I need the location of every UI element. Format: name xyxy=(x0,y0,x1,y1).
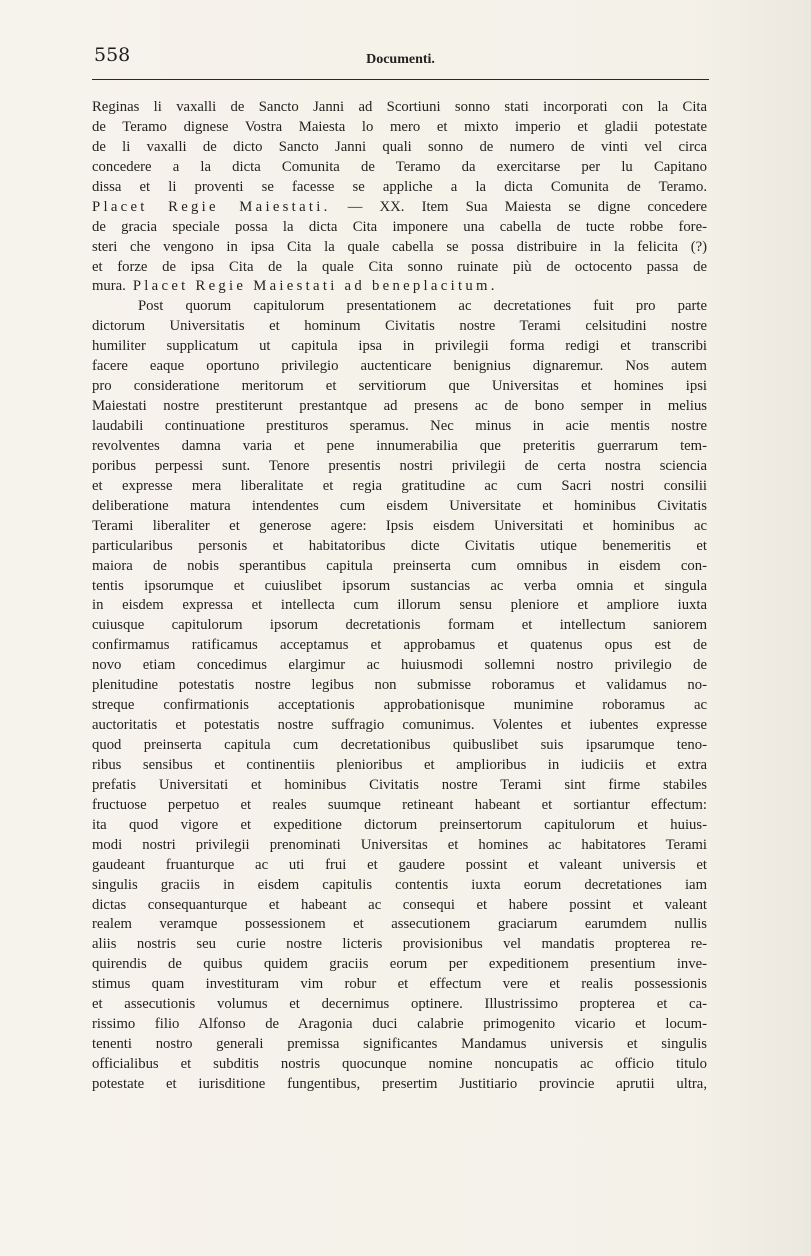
line-text: revolventes damna varia et pene innumerabilia que preteritis guerrarum tem- xyxy=(92,437,707,454)
line-text: singulis graciis in eisdem capitulis contentis iuxta eorum decretationes iam xyxy=(92,876,707,893)
line-text: plenitudine potestatis nostre legibus non submisse roboramus et validamus no- xyxy=(92,677,707,694)
text-line xyxy=(92,417,707,437)
line-text: maiora de nobis sperantibus capitula preinserta cum omnibus in eisdem con- xyxy=(92,557,707,574)
line-text: humiliter supplicatum ut capitula ipsa in privilegii forma redigi et transcribi xyxy=(92,338,707,355)
text-line xyxy=(92,178,707,198)
text-line xyxy=(92,955,707,975)
line-text: Post quorum capitulorum presentationem ac decretationes fuit pro parte xyxy=(138,298,707,315)
line-text: et expresse mera liberalitate et regia gratitudine ac cum Sacri nostri consilii xyxy=(92,477,707,494)
text-line xyxy=(92,915,707,935)
line-text: modi nostri privilegii prenominati Universitas et homines ac habitatores Terami xyxy=(92,836,707,853)
text-line xyxy=(92,616,707,636)
text-line xyxy=(92,537,707,557)
line-text: et assecutionis volumus et decernimus optinere. Illustrissimo propterea et ca- xyxy=(92,996,707,1013)
line-text: deliberatione matura intendentes cum eisdem Universitate et hominibus Civitatis xyxy=(92,497,707,514)
line-text: in eisdem expressa et intellecta cum illorum sensu pleniore et ampliore iuxta xyxy=(92,597,707,614)
document-body xyxy=(92,98,707,1095)
line-text: officialibus et subditis nostris quocunque nomine noncupatis ac officio titulo xyxy=(92,1056,707,1072)
text-line xyxy=(92,796,707,816)
text-line xyxy=(92,836,707,856)
text-line xyxy=(92,676,707,696)
line-text: mura. xyxy=(92,278,126,295)
line-text: prefatis Universitati et hominibus Civitatis nostre Terami sint firme stabiles xyxy=(92,776,707,793)
text-line xyxy=(92,218,707,238)
text-line xyxy=(92,1075,707,1095)
line-text: steri che vengono in ipsa Cita la quale cabella se possa distribuire in la felicita (?) xyxy=(92,238,707,255)
line-text: facere eaque oportuno privilegio auctenticare benignius dignaremur. Nos autem xyxy=(92,358,707,375)
line-text: auctoritatis et potestatis nostre suffragio comunimus. Volentes et iubentes expresse xyxy=(92,717,707,734)
running-head: Documenti. xyxy=(366,52,435,67)
line-text: poribus perpessi sunt. Tenore presentis nostri privilegii de certa nostra sciencia xyxy=(92,457,707,474)
text-line xyxy=(92,716,707,736)
text-line xyxy=(92,756,707,776)
text-line xyxy=(92,357,707,377)
text-line xyxy=(92,1055,707,1075)
placet-formula: Placet Regie Maiestati. xyxy=(92,198,331,215)
text-line xyxy=(92,138,707,158)
text-line xyxy=(92,856,707,876)
line-text: de gracia speciale possa la dicta Cita imponere una cabella de tucte robbe fore- xyxy=(92,218,707,235)
line-text: stimus quam investituram vim robur et effectum vere et realis possessionis xyxy=(92,976,707,993)
line-text: fructuose perpetuo et reales suumque retineant habeant et sortiantur effectum: xyxy=(92,796,707,813)
line-text: et forze de ipsa Cita de la quale Cita sonno ruinate più de octocento passa de xyxy=(92,258,707,275)
line-text: quirendis de quibus quidem graciis eorum per expeditionem presentium inve- xyxy=(92,956,707,973)
text-line xyxy=(92,596,707,616)
line-text: de li vaxalli de dicto Sancto Janni quali sonno de numero de vinti vel circa xyxy=(92,138,707,155)
line-text: particularibus personis et habitatoribus dicte Civitatis utique benemeritis et xyxy=(92,537,707,554)
header-rule xyxy=(92,79,709,80)
text-line xyxy=(92,98,707,118)
line-text: Terami liberaliter et generose agere: Ipsis eisdem Universitati et hominibus ac xyxy=(92,517,707,534)
text-line xyxy=(92,258,707,278)
text-line xyxy=(92,935,707,955)
text-line xyxy=(92,377,707,397)
text-line xyxy=(92,158,707,178)
text-line xyxy=(92,118,707,138)
text-line xyxy=(92,636,707,656)
line-text: ribus sensibus et continentiis plenioribus et amplioribus in iudiciis et extra xyxy=(92,756,707,773)
text-line xyxy=(92,497,707,517)
text-line xyxy=(92,457,707,477)
text-line xyxy=(92,277,707,297)
text-line xyxy=(92,477,707,497)
line-text: pro consideratione meritorum et servitiorum que Universitas et homines ipsi xyxy=(92,378,707,395)
line-text: streque confirmationis acceptationis approbationisque munimine roboramus ac xyxy=(92,697,707,714)
text-line xyxy=(92,876,707,896)
line-text: — XX. Item Sua Maiesta se digne concedere xyxy=(330,198,707,215)
text-line xyxy=(92,437,707,457)
text-line xyxy=(92,238,707,258)
line-text: rissimo filio Alfonso de Aragonia duci calabrie primogenito vicario et locum- xyxy=(92,1016,707,1033)
text-line xyxy=(92,896,707,916)
text-line xyxy=(92,816,707,836)
text-line xyxy=(92,1015,707,1035)
page-header xyxy=(92,44,709,78)
line-text: confirmamus ratificamus acceptamus et approbamus et quatenus opus est de xyxy=(92,637,707,654)
line-text: ita quod vigore et expeditione dictorum preinsertorum capitulorum et huius- xyxy=(92,816,707,833)
line-text: laudabili continuatione prestituros speramus. Nec minus in acie mentis nostre xyxy=(92,418,707,434)
line-text: tenenti nostro generali premissa significantes Mandamus universis et singulis xyxy=(92,1036,707,1053)
line-text: potestate et iurisditione fungentibus, presertim Justitiario provincie aprutii ultra, xyxy=(92,1075,707,1092)
text-line xyxy=(92,975,707,995)
line-text: novo etiam concedimus elargimur ac huiusmodi sollemni nostro privilegio de xyxy=(92,657,707,674)
text-line xyxy=(92,696,707,716)
line-text: dictas consequanturque et habeant ac consequi et habere possint et valeant xyxy=(92,896,707,913)
text-line xyxy=(92,736,707,756)
line-text: gaudeant fruanturque ac uti frui et gaudere possint et valeant universis et xyxy=(92,856,707,873)
text-line xyxy=(92,317,707,337)
text-line xyxy=(92,557,707,577)
line-text: tentis ipsorumque et cuiuslibet ipsorum sustancias ac verba omnia et singula xyxy=(92,577,707,594)
line-text: cuiusque capitulorum ipsorum decretationis formam et intellectum saniorem xyxy=(92,617,707,634)
text-line xyxy=(92,517,707,537)
text-line xyxy=(92,577,707,597)
line-text: aliis nostris seu curie nostre licteris provisionibus vel mandatis propterea re- xyxy=(92,936,707,953)
line-text: Maiestati nostre prestiterunt prestantque ad presens ac de bono semper in melius xyxy=(92,398,707,415)
text-line xyxy=(92,297,707,317)
text-line xyxy=(92,995,707,1015)
text-line xyxy=(92,656,707,676)
text-line xyxy=(92,397,707,417)
line-text: realem veramque possessionem et assecutionem graciarum earumdem nullis xyxy=(92,916,707,933)
text-line xyxy=(92,198,707,218)
line-text: concedere a la dicta Comunita de Teramo da exercitarse per lu Capitano xyxy=(92,158,707,175)
page-number: 558 xyxy=(94,44,131,66)
line-text: dictorum Universitatis et hominum Civitatis nostre Terami celsitudini nostre xyxy=(92,318,707,335)
line-text: de Teramo dignese Vostra Maiesta lo mero et mixto imperio et gladii potestate xyxy=(92,118,707,135)
line-text: quod preinserta capitula cum decretationibus quibuslibet suis ipsarumque teno- xyxy=(92,737,707,753)
line-text: dissa et li proventi se facesse se appliche a la dicta Comunita de Teramo. xyxy=(92,178,707,195)
line-text: Reginas li vaxalli de Sancto Janni ad Scortiuni sonno stati incorporati con la Cita xyxy=(92,99,707,115)
text-line xyxy=(92,1035,707,1055)
text-line xyxy=(92,337,707,357)
text-line xyxy=(92,776,707,796)
placet-formula: Placet Regie Maiestati ad beneplacitum. xyxy=(125,278,498,295)
